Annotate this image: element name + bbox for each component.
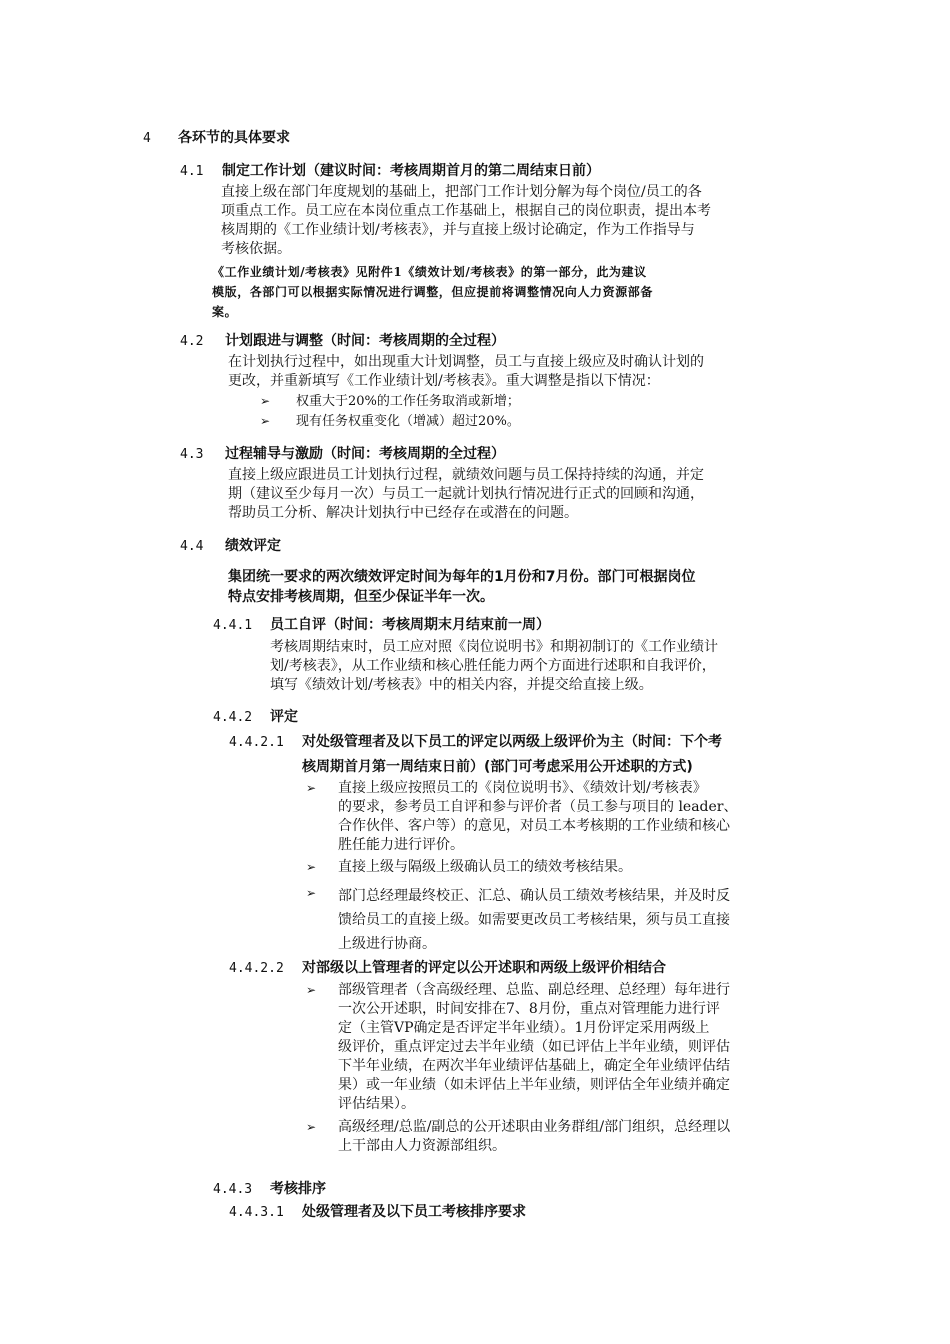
text-line: 评估结果）。 — [338, 1096, 415, 1112]
bullet-arrow-icon: ➢ — [306, 1120, 317, 1134]
text-line: 更改，并重新填写《工作业绩计划/考核表》。重大调整是指以下情况： — [228, 373, 660, 389]
text-line: 定（主管VP确定是否评定半年业绩）。1月份评定采用两级上 — [338, 1020, 710, 1036]
paragraph-4-2 — [228, 353, 704, 391]
note-line: 案。 — [212, 305, 238, 319]
text-line: 直接上级在部门年度规划的基础上，把部门工作计划分解为每个岗位/员工的各 — [221, 184, 702, 200]
note-line: 模版，各部门可以根据实际情况进行调整，但应提前将调整情况向人力资源部备 — [212, 285, 654, 299]
heading-section-4-4-3-1 — [229, 1201, 526, 1221]
heading-section-4-4 — [180, 535, 281, 555]
section-number: 4 — [143, 131, 151, 146]
text-line: 集团统一要求的两次绩效评定时间为每年的1月份和7月份。部门可根据岗位 — [228, 569, 696, 585]
text-line: 填写《绩效计划/考核表》中的相关内容，并提交给直接上级。 — [270, 677, 653, 693]
text-line: 馈给员工的直接上级。如需要更改员工考核结果，须与员工直接 — [338, 912, 730, 928]
section-title: 评定 — [270, 709, 298, 725]
heading-section-4-1 — [180, 160, 600, 180]
section-title: 计划跟进与调整（时间：考核周期的全过程） — [225, 333, 505, 349]
bullet-arrow-icon: ➢ — [306, 781, 317, 795]
text-line: 核周期的《工作业绩计划/考核表》，并与直接上级讨论确定，作为工作指导与 — [221, 222, 695, 238]
bullet-arrow-icon: ➢ — [306, 983, 317, 997]
text-line: 上干部由人力资源部组织。 — [338, 1138, 506, 1154]
note-line: 《工作业绩计划/考核表》见附件1《绩效计划/考核表》的第一部分，此为建议 — [212, 265, 647, 279]
heading-section-4-3 — [180, 443, 505, 463]
heading-section-4-2 — [180, 330, 505, 350]
text-line: 一次公开述职，时间安排在7、8月份，重点对管理能力进行评 — [338, 1001, 720, 1017]
bullet-arrow-icon: ➢ — [306, 860, 317, 874]
heading-section-4-4-2 — [213, 706, 298, 726]
bullet-item — [338, 779, 738, 855]
text-line: 特点安排考核周期，但至少保证半年一次。 — [228, 589, 494, 605]
bullet-item — [338, 981, 730, 1114]
text-line: 部门总经理最终校正、汇总、确认员工绩效考核结果，并及时反 — [338, 888, 730, 904]
text-line: 果）或一年业绩（如未评估上半年业绩，则评估全年业绩并确定 — [338, 1077, 730, 1093]
text-line: 帮助员工分析、解决计划执行中已经存在或潜在的问题。 — [228, 505, 578, 521]
section-title: 制定工作计划（建议时间：考核周期首月的第二周结束日前） — [222, 163, 600, 179]
paragraph-4-1 — [221, 183, 711, 259]
section-number: 4.4 — [180, 539, 204, 554]
text-line: 考核周期结束时，员工应对照《岗位说明书》和期初制订的《工作业绩计 — [270, 639, 718, 655]
bullet-item: 权重大于20%的工作任务取消或新增； — [296, 394, 520, 409]
section-title: 绩效评定 — [225, 538, 281, 554]
section-number: 4.3 — [180, 447, 204, 462]
section-number: 4.4.2 — [213, 710, 253, 725]
section-number: 4.4.3 — [213, 1182, 253, 1197]
heading-section-4-4-3 — [213, 1178, 326, 1198]
paragraph-4-4-1 — [270, 638, 718, 695]
section-title: 考核排序 — [270, 1181, 326, 1197]
section-number: 4.2 — [180, 334, 204, 349]
section-title: 各环节的具体要求 — [178, 130, 290, 146]
text-line: 上级进行协商。 — [338, 936, 436, 952]
text-line: 期（建议至少每月一次）与员工一起就计划执行情况进行正式的回顾和沟通， — [228, 486, 704, 502]
section-title: 对部级以上管理者的评定以公开述职和两级上级评价相结合 — [302, 960, 666, 976]
text-line: 划/考核表》，从工作业绩和核心胜任能力两个方面进行述职和自我评价， — [270, 658, 716, 674]
paragraph-4-3 — [228, 466, 704, 523]
bullet-item — [338, 884, 730, 956]
heading-section-4 — [143, 127, 290, 147]
text-line: 部级管理者（含高级经理、总监、副总经理、总经理）每年进行 — [338, 982, 730, 998]
text-line: 的要求，参考员工自评和参与评价者（员工参与项目的 leader、 — [338, 799, 738, 815]
paragraph-4-4 — [228, 567, 695, 607]
text-line: 直接上级与隔级上级确认员工的绩效考核结果。 — [338, 859, 632, 875]
bullet-arrow-icon: ➢ — [306, 886, 317, 900]
text-line: 级评价，重点评定过去半年业绩（如已评估上半年业绩，则评估 — [338, 1039, 730, 1055]
bullet-item — [338, 858, 632, 877]
section-title: 对处级管理者及以下员工的评定以两级上级评价为主（时间：下个考 — [302, 734, 722, 750]
section-number: 4.4.2.1 — [229, 735, 284, 750]
section-number: 4.1 — [180, 164, 204, 179]
text-line: 高级经理/总监/副总的公开述职由业务群组/部门组织，总经理以 — [338, 1119, 731, 1135]
section-number: 4.4.3.1 — [229, 1205, 284, 1220]
text-line: 直接上级应按照员工的《岗位说明书》、《绩效计划/考核表》 — [338, 780, 707, 796]
section-number: 4.4.1 — [213, 618, 253, 633]
text-line: 合作伙伴、客户等）的意见，对员工本考核期的工作业绩和核心 — [338, 818, 730, 834]
section-title-cont: 核周期首月第一周结束日前）(部门可考虑采用公开述职的方式) — [302, 759, 693, 775]
bullet-arrow-icon: ➢ — [260, 394, 271, 408]
text-line: 项重点工作。员工应在本岗位重点工作基础上，根据自己的岗位职责，提出本考 — [221, 203, 711, 219]
bullet-item — [338, 1118, 730, 1156]
section-title: 员工自评（时间：考核周期末月结束前一周） — [270, 617, 550, 633]
heading-section-4-4-2-2 — [229, 957, 666, 977]
text-line: 在计划执行过程中，如出现重大计划调整，员工与直接上级应及时确认计划的 — [228, 354, 704, 370]
text-line: 胜任能力进行评价。 — [338, 837, 464, 853]
section-title: 处级管理者及以下员工考核排序要求 — [302, 1204, 526, 1220]
heading-section-4-4-1 — [213, 614, 550, 634]
text-line: 下半年业绩，在两次半年业绩评估基础上，确定全年业绩评估结 — [338, 1058, 730, 1074]
text-line: 考核依据。 — [221, 241, 291, 257]
section-title: 过程辅导与激励（时间：考核周期的全过程） — [225, 446, 505, 462]
section-number: 4.4.2.2 — [229, 961, 284, 976]
bullet-arrow-icon: ➢ — [260, 414, 271, 428]
text-line: 直接上级应跟进员工计划执行过程，就绩效问题与员工保持持续的沟通，并定 — [228, 467, 704, 483]
heading-section-4-4-2-1 — [229, 730, 722, 779]
bullet-item: 现有任务权重变化（增减）超过20%。 — [296, 414, 520, 429]
note-4-1 — [212, 262, 653, 322]
